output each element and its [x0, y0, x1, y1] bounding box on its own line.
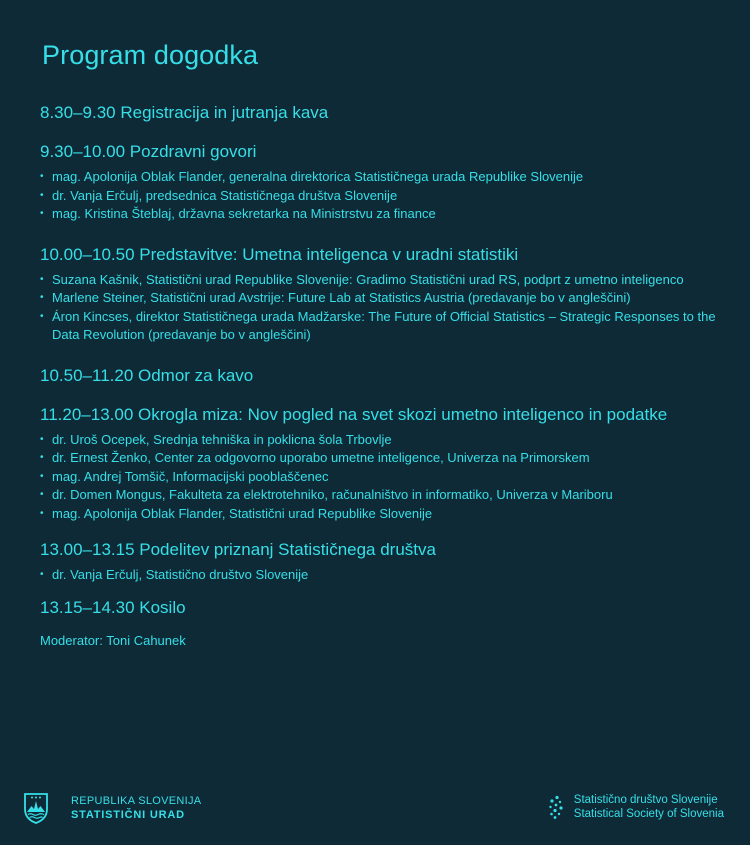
section-heading: 9.30–10.00 Pozdravni govori: [40, 142, 257, 161]
bullet-icon: •: [40, 569, 44, 580]
speaker-list: [40, 168, 740, 224]
republic-label: REPUBLIKA SLOVENIJA: [71, 795, 202, 807]
section-heading: 10.00–10.50 Predstavitve: Umetna inteligenca v uradni statistiki: [40, 244, 519, 264]
bullet-icon: •: [40, 273, 44, 285]
statistical-office-name: [71, 794, 201, 822]
speaker-item: • mag. Apolonija Oblak Flander, Statistični urad Republike Slovenije: [40, 505, 740, 524]
bullet-icon: •: [40, 171, 44, 182]
agenda-section-coffee-break: [40, 365, 740, 387]
bullet-icon: •: [40, 452, 44, 463]
speaker-item: • mag. Kristina Šteblaj, državna sekretarka na Ministrstvu za finance: [40, 205, 740, 224]
speaker-item: • dr. Vanja Erčulj, predsednica Statističnega društva Slovenije: [40, 187, 740, 206]
agenda: [40, 102, 740, 648]
speaker-item: • Áron Kincses, direktor Statističnega urada Madžarske: The Future of Official Statistics – Strategic Responses to the Data Revolution (predavanje bo v angleščini): [40, 308, 716, 342]
moderator-text: Moderator: Toni Cahunek: [40, 632, 186, 648]
bullet-icon: •: [40, 208, 44, 219]
section-heading: 11.20–13.00 Okrogla miza: Nov pogled na svet skozi umetno inteligenco in podatke: [40, 404, 668, 424]
agenda-section-welcome-speeches: [40, 141, 740, 224]
speaker-item: • dr. Uroš Ocepek, Srednja tehniška in poklicna šola Trbovlje: [40, 431, 740, 450]
agenda-section-registration: [40, 102, 740, 124]
speaker-item: • dr. Ernest Ženko, Center za odgovorno uporabo umetne inteligence, Univerza na Primorskem: [40, 449, 740, 468]
agenda-section-round-table: [40, 404, 740, 524]
dots-logo-icon: [548, 795, 564, 819]
speaker-item: • mag. Apolonija Oblak Flander, generalna direktorica Statističnega urada Republike Slovenije: [40, 168, 740, 187]
statistical-society-name: [574, 793, 724, 821]
agenda-section-awards: [40, 539, 740, 585]
speaker-item: • Marlene Steiner, Statistični urad Avstrije: Future Lab at Statistics Austria (predavanje bo v angleščini): [40, 289, 740, 308]
bullet-icon: •: [40, 470, 44, 482]
footer-logo-statistical-society: [548, 793, 724, 821]
bullet-icon: •: [40, 433, 44, 445]
speaker-list: [40, 431, 740, 524]
speaker-item: • mag. Andrej Tomšič, Informacijski pooblaščenec: [40, 468, 740, 487]
footer-logo-statistical-office: [23, 792, 201, 824]
section-heading: 13.15–14.30 Kosilo: [40, 597, 186, 617]
bullet-icon: •: [40, 189, 44, 201]
speaker-list: [40, 566, 740, 585]
society-name-slovene: Statistično društvo Slovenije: [573, 794, 718, 806]
bullet-icon: •: [40, 507, 44, 519]
bullet-icon: •: [40, 310, 44, 322]
slovenia-coat-of-arms-icon: [23, 792, 49, 824]
section-heading: 8.30–9.30 Registracija in jutranja kava: [40, 103, 329, 122]
speaker-item: • dr. Domen Mongus, Fakulteta za elektrotehniko, računalništvo in informatiko, Univerza v Mariboru: [40, 486, 740, 505]
agenda-section-presentations: [40, 244, 740, 345]
speaker-item: • dr. Vanja Erčulj, Statistično društvo Slovenije: [40, 566, 740, 585]
bullet-icon: •: [40, 489, 44, 500]
page-title: Program dogodka: [42, 40, 259, 70]
bullet-icon: •: [40, 292, 44, 303]
office-label: STATISTIČNI URAD: [71, 809, 185, 821]
society-name-english: Statistical Society of Slovenia: [573, 808, 724, 820]
speaker-list: [40, 271, 740, 345]
section-heading: 10.50–11.20 Odmor za kavo: [40, 365, 254, 385]
section-heading: 13.00–13.15 Podelitev priznanj Statističnega društva: [40, 540, 436, 559]
agenda-section-lunch: [40, 597, 740, 619]
speaker-item: • Suzana Kašnik, Statistični urad Republike Slovenije: Gradimo Statistični urad RS, podprt z umetno inteligenco: [40, 271, 740, 290]
